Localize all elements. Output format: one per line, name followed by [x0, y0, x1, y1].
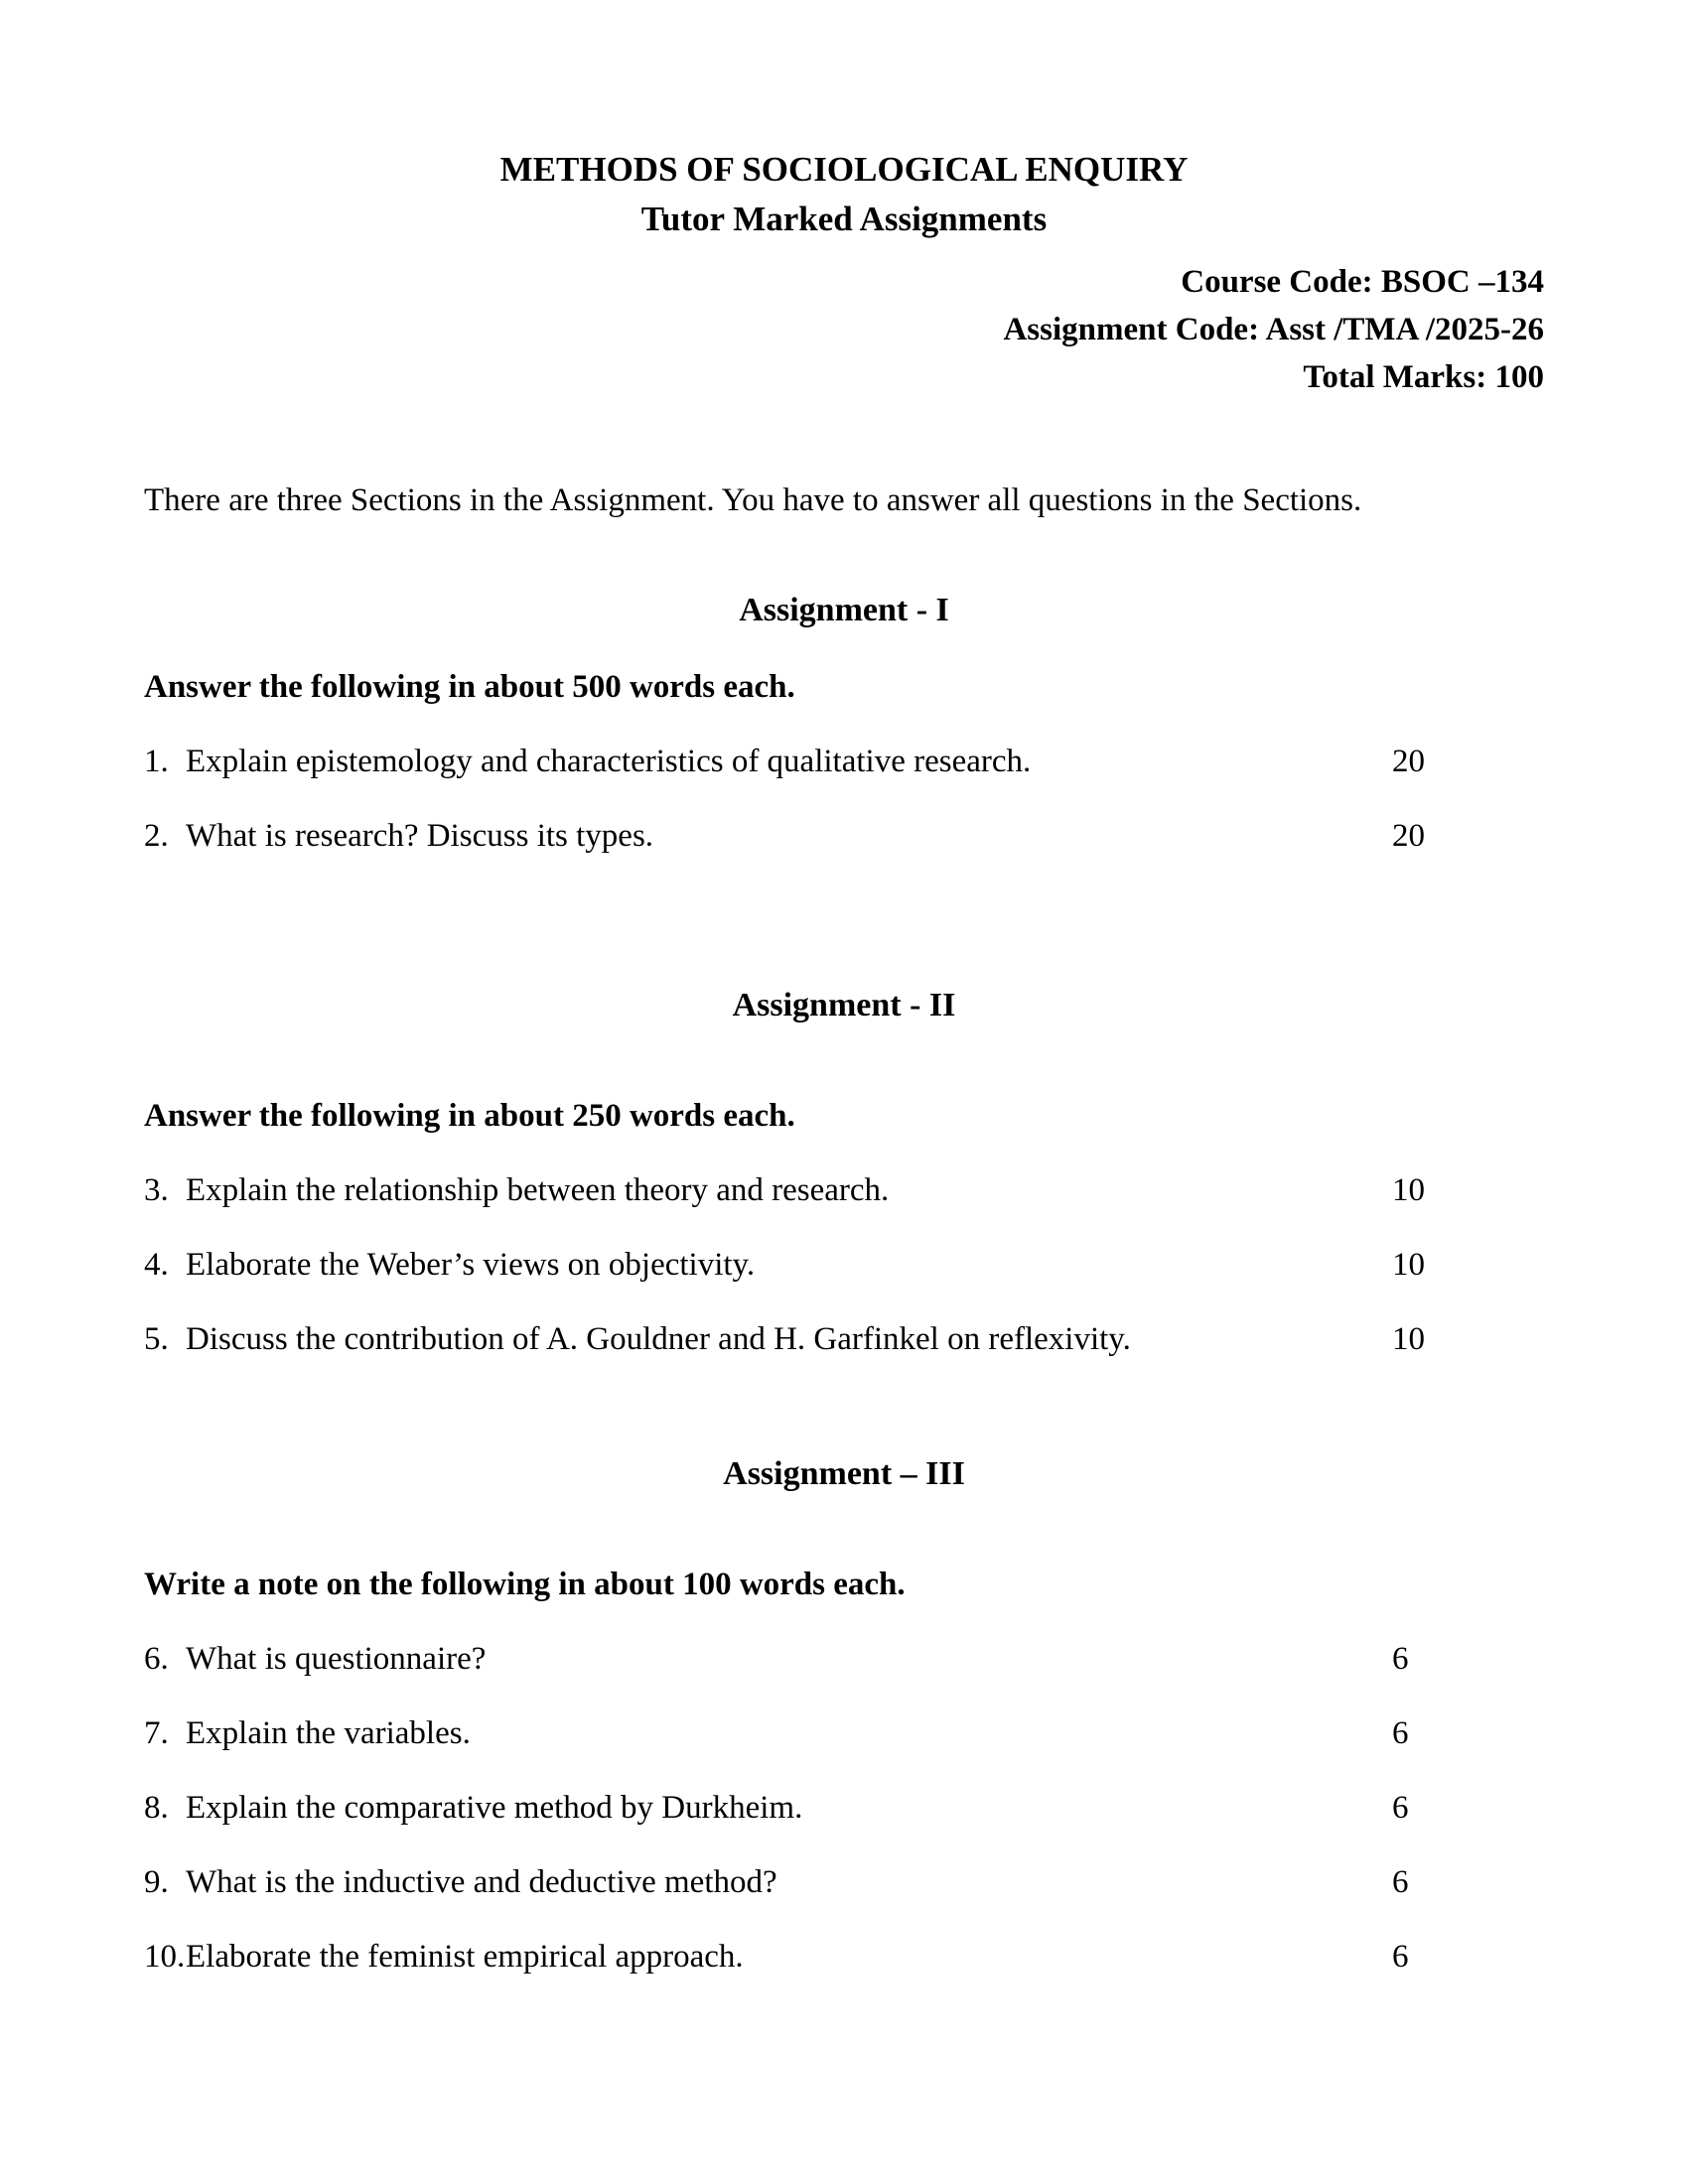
question-row	[144, 1713, 1544, 1753]
section-instruction: Answer the following in about 500 words each.	[144, 669, 795, 705]
question-text: Explain epistemology and characteristics of qualitative research.	[186, 744, 1032, 779]
question-row	[144, 1319, 1544, 1359]
meta-block	[144, 258, 1544, 401]
section-assignment-1	[144, 590, 1544, 856]
question-number: 4.	[144, 1247, 169, 1283]
question-row	[144, 816, 1544, 856]
question-row	[144, 1245, 1544, 1285]
question-row	[144, 1788, 1544, 1828]
question-text: What is research? Discuss its types.	[186, 818, 654, 854]
document-title: METHODS OF SOCIOLOGICAL ENQUIRY	[499, 150, 1189, 189]
question-text: Explain the variables.	[186, 1715, 471, 1751]
question-text: Discuss the contribution of A. Gouldner and H. Garfinkel on reflexivity.	[186, 1321, 1131, 1357]
section-instruction: Write a note on the following in about 100 words each.	[144, 1567, 906, 1602]
question-number: 2.	[144, 818, 169, 854]
question-row	[144, 742, 1544, 781]
question-number: 6.	[144, 1641, 169, 1677]
section-heading: Assignment - I	[739, 592, 949, 628]
section-heading: Assignment – III	[723, 1455, 965, 1492]
question-marks: 20	[1392, 818, 1425, 854]
total-marks: Total Marks: 100	[1303, 359, 1544, 395]
question-row	[144, 1170, 1544, 1210]
question-marks: 20	[1392, 744, 1425, 779]
intro-text: There are three Sections in the Assignment. You have to answer all questions in the Sections.	[144, 482, 1362, 518]
question-number: 9.	[144, 1864, 169, 1900]
question-row	[144, 1639, 1544, 1679]
question-text: What is questionnaire?	[186, 1641, 487, 1677]
question-row	[144, 1862, 1544, 1902]
question-number: 7.	[144, 1715, 169, 1751]
question-number: 10.	[144, 1939, 186, 1975]
question-marks: 10	[1392, 1172, 1425, 1208]
section-instruction: Answer the following in about 250 words each.	[144, 1098, 795, 1134]
assignment-code: Assignment Code: Asst /TMA /2025-26	[1003, 312, 1544, 347]
document-subtitle: Tutor Marked Assignments	[640, 200, 1048, 238]
question-marks: 6	[1392, 1939, 1409, 1975]
question-number: 1.	[144, 744, 169, 779]
question-row	[144, 1937, 1544, 1977]
question-marks: 6	[1392, 1641, 1409, 1677]
question-text: Elaborate the Weber’s views on objectivity.	[186, 1247, 756, 1283]
question-text: Explain the comparative method by Durkheim.	[186, 1790, 803, 1826]
question-marks: 6	[1392, 1790, 1409, 1826]
course-code: Course Code: BSOC –134	[1181, 264, 1544, 300]
question-text: Explain the relationship between theory and research.	[186, 1172, 890, 1208]
question-number: 8.	[144, 1790, 169, 1826]
question-marks: 10	[1392, 1321, 1425, 1357]
section-assignment-3	[144, 1453, 1544, 1977]
question-text: What is the inductive and deductive method?	[186, 1864, 777, 1900]
question-marks: 10	[1392, 1247, 1425, 1283]
question-number: 3.	[144, 1172, 169, 1208]
section-assignment-2	[144, 985, 1544, 1359]
question-text: Elaborate the feminist empirical approach.	[186, 1939, 744, 1975]
question-marks: 6	[1392, 1715, 1409, 1751]
question-marks: 6	[1392, 1864, 1409, 1900]
section-heading: Assignment - II	[732, 987, 956, 1024]
question-number: 5.	[144, 1321, 169, 1357]
